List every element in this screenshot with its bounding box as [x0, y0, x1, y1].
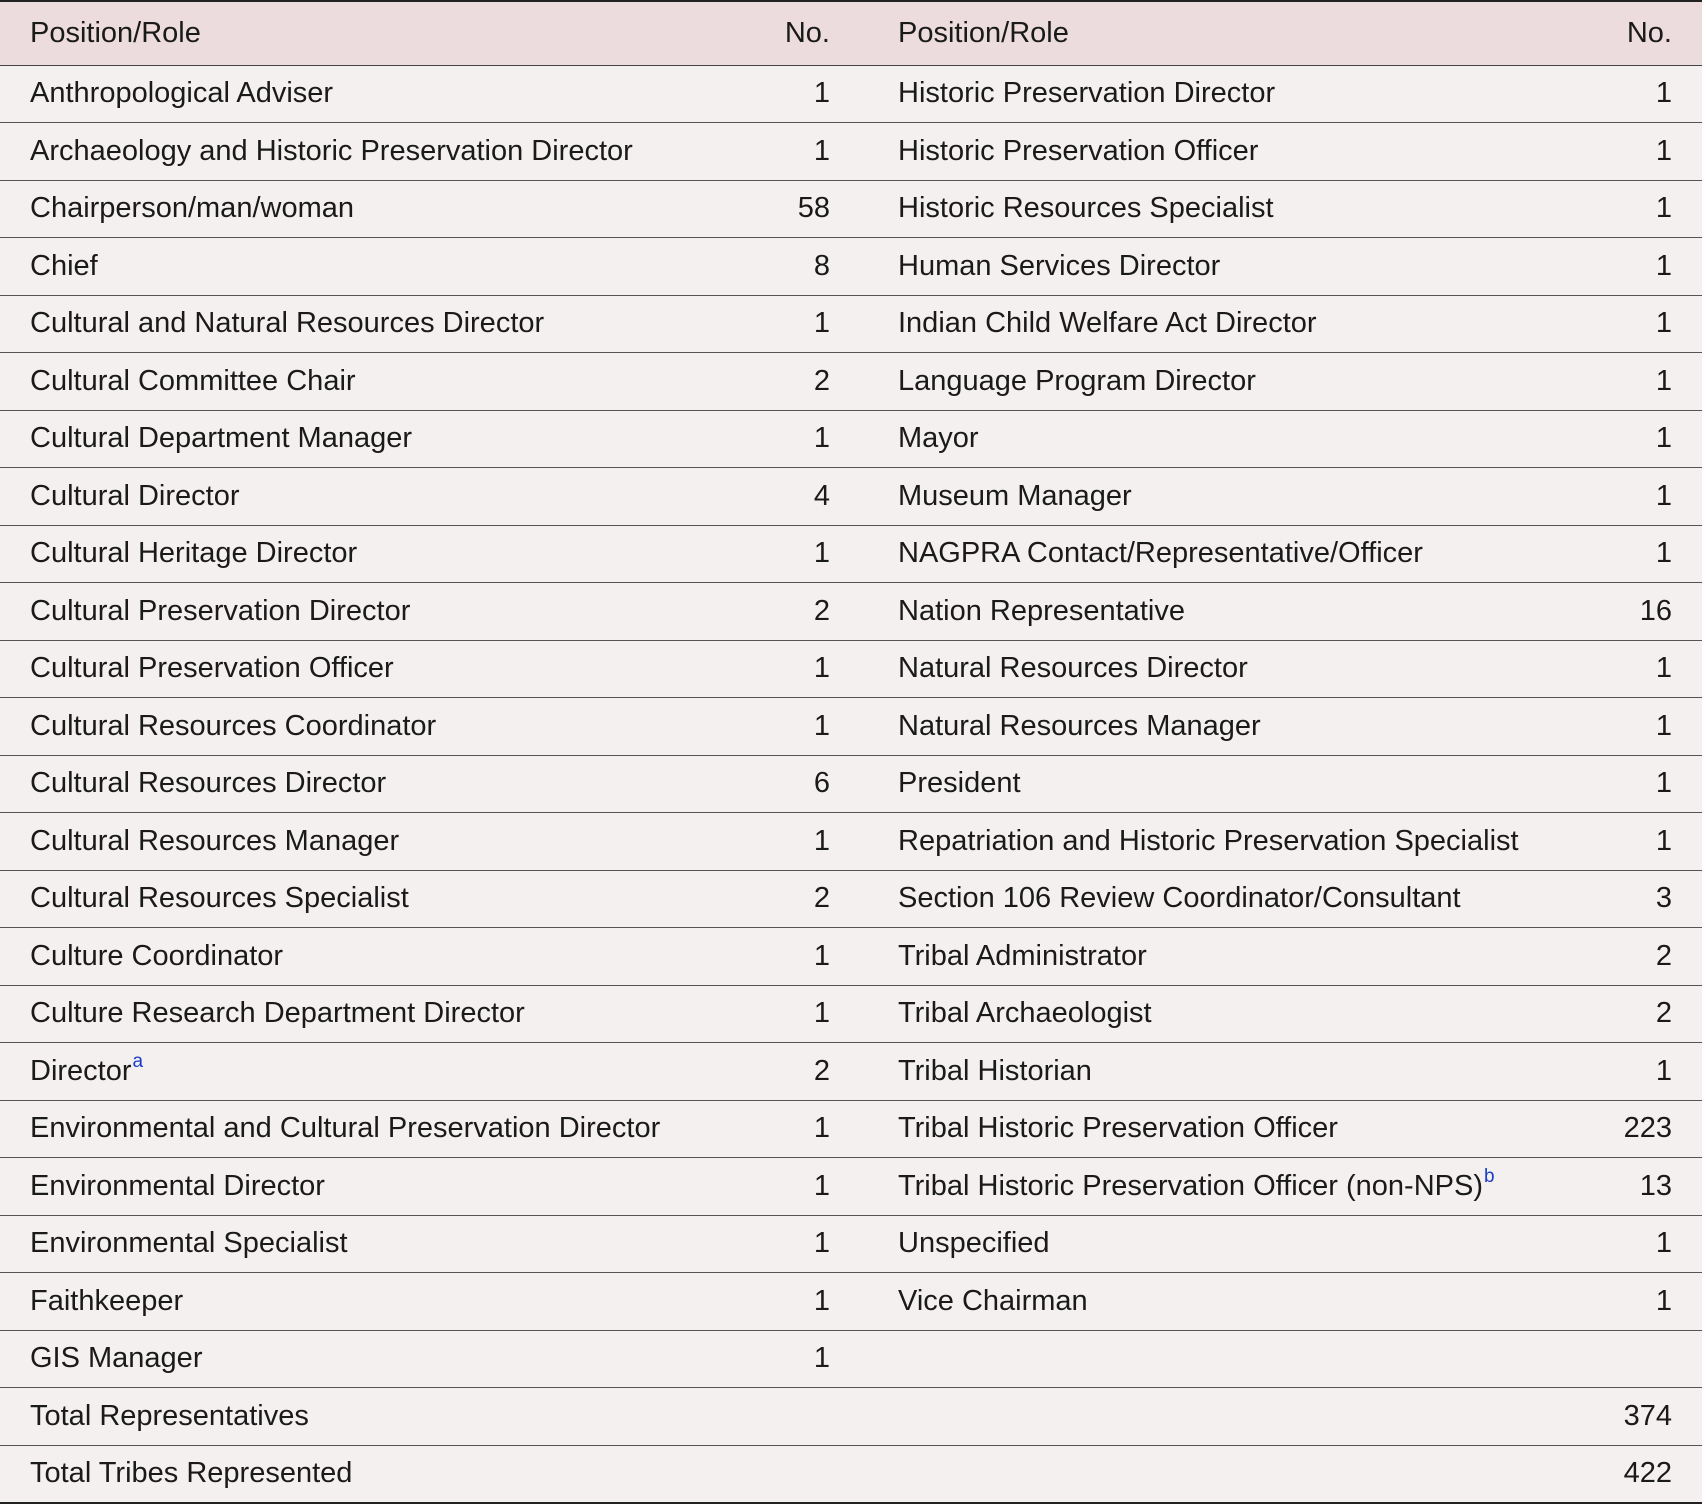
count-value-left: 1: [813, 1112, 830, 1145]
empty-cell: [720, 1388, 830, 1446]
table-row: [0, 583, 1702, 641]
role-cell-left: [0, 985, 720, 1043]
header-no-left: [720, 1, 830, 65]
role-label-right: Language Program Director: [898, 364, 1256, 397]
role-cell-left: [0, 1043, 720, 1101]
role-cell-left: [0, 813, 720, 871]
role-cell-right: [830, 870, 1570, 928]
count-cell-left: [720, 180, 830, 238]
role-label-right: Historic Preservation Officer: [898, 134, 1259, 167]
table-row: [0, 1043, 1702, 1101]
table-header: [0, 1, 1702, 65]
count-cell-right: 1: [1655, 824, 1672, 857]
table-row: [0, 353, 1702, 411]
role-label-right: Mayor: [898, 422, 979, 455]
role-cell-left: [0, 870, 720, 928]
role-label-right: Nation Representative: [898, 594, 1185, 627]
role-label-right: Vice Chairman: [898, 1284, 1088, 1317]
footnote-marker: b: [1484, 1165, 1495, 1187]
count-cell-right: 1: [1655, 709, 1672, 742]
role-label-right: Tribal Historic Preservation Officer (non-NPS): [898, 1169, 1483, 1202]
role-cell-left: [0, 755, 720, 813]
empty-cell: [830, 1388, 1570, 1446]
count-cell-right: [1570, 1330, 1702, 1388]
count-cell-right: 1: [1655, 364, 1672, 397]
count-value-left: 1: [813, 709, 830, 742]
count-value-left: 1: [813, 939, 830, 972]
table-body: [0, 65, 1702, 1503]
role-cell-right: [830, 640, 1570, 698]
role-cell-left: [0, 525, 720, 583]
table-row: [0, 1330, 1702, 1388]
empty-cell: [720, 1445, 830, 1503]
role-cell-right: [830, 755, 1570, 813]
count-value-left: 2: [813, 364, 830, 397]
role-label-right: NAGPRA Contact/Representative/Officer: [898, 537, 1423, 570]
table-row: [0, 813, 1702, 871]
table-row: [0, 410, 1702, 468]
header-no-right: No.: [1570, 1, 1702, 65]
count-cell-right: 2: [1655, 997, 1672, 1030]
role-label-right: Natural Resources Manager: [898, 709, 1261, 742]
header-row: [0, 1, 1702, 65]
empty-cell: [830, 1445, 1570, 1503]
count-cell-right: 1: [1655, 1227, 1672, 1260]
role-cell-left: [0, 123, 720, 181]
role-cell-right: [830, 1043, 1570, 1101]
count-value-left: 1: [813, 1284, 830, 1317]
count-value-left: 1: [813, 1169, 830, 1202]
count-cell-left: [720, 640, 830, 698]
count-cell-left: [720, 525, 830, 583]
count-value-left: 1: [813, 422, 830, 455]
count-value-left: 1: [813, 134, 830, 167]
role-label-left: Cultural Resources Specialist: [30, 882, 409, 915]
table-row: [0, 640, 1702, 698]
count-cell-left: [720, 468, 830, 526]
total-row: [0, 1388, 1702, 1446]
role-cell-right: [830, 985, 1570, 1043]
table-row: [0, 65, 1702, 123]
role-label-right: Natural Resources Director: [898, 652, 1248, 685]
count-value-left: 1: [813, 652, 830, 685]
role-cell-right: [830, 468, 1570, 526]
table-row: [0, 525, 1702, 583]
count-cell-right: 1: [1655, 77, 1672, 110]
role-cell-left: [0, 698, 720, 756]
count-cell-right: 1: [1655, 134, 1672, 167]
count-cell-right: 1: [1655, 307, 1672, 340]
count-cell-left: [720, 410, 830, 468]
count-cell-left: [720, 698, 830, 756]
table-row: [0, 123, 1702, 181]
role-cell-left: [0, 928, 720, 986]
count-cell-left: [720, 928, 830, 986]
table-row: [0, 295, 1702, 353]
role-label-left: GIS Manager: [30, 1342, 203, 1375]
role-cell-right: [830, 238, 1570, 296]
role-cell-left: [0, 583, 720, 641]
role-label-right: Museum Manager: [898, 479, 1132, 512]
role-label-right: Section 106 Review Coordinator/Consultant: [898, 882, 1461, 915]
header-no-left-label: No.: [784, 16, 830, 49]
total-label: Total Representatives: [30, 1399, 309, 1432]
role-label-left: Environmental Specialist: [30, 1227, 348, 1260]
role-label-left: Cultural Resources Director: [30, 767, 387, 800]
table-row: [0, 985, 1702, 1043]
role-label-left: Culture Coordinator: [30, 939, 284, 972]
role-cell-left: [0, 1215, 720, 1273]
role-label-right: Tribal Archaeologist: [898, 997, 1152, 1030]
role-cell-left: [0, 295, 720, 353]
table-row: [0, 928, 1702, 986]
role-label-right: Tribal Historic Preservation Officer: [898, 1112, 1338, 1145]
role-label-left: Cultural Heritage Director: [30, 537, 358, 570]
role-label-right: Historic Resources Specialist: [898, 192, 1274, 225]
role-cell-right: [830, 1330, 1570, 1388]
count-cell-right: 2: [1655, 939, 1672, 972]
count-cell-left: [720, 1273, 830, 1331]
total-row: [0, 1445, 1702, 1503]
count-value-left: 1: [813, 537, 830, 570]
count-value-left: 6: [813, 767, 830, 800]
role-cell-left: [0, 410, 720, 468]
table-row: [0, 180, 1702, 238]
role-cell-right: [830, 1273, 1570, 1331]
role-label-left: Archaeology and Historic Preservation Director: [30, 134, 633, 167]
role-cell-left: [0, 238, 720, 296]
role-label-left: Anthropological Adviser: [30, 77, 334, 110]
count-cell-right: 3: [1655, 882, 1672, 915]
header-role-left: Position/Role: [0, 1, 720, 65]
role-label-left: Cultural Preservation Officer: [30, 652, 394, 685]
count-cell-left: [720, 238, 830, 296]
count-value-left: 1: [813, 997, 830, 1030]
table-row: [0, 1215, 1702, 1273]
count-cell-right: 1: [1655, 652, 1672, 685]
count-cell-left: [720, 583, 830, 641]
role-cell-left: [0, 1330, 720, 1388]
role-label-left: Environmental Director: [30, 1169, 325, 1202]
count-cell-left: [720, 295, 830, 353]
count-cell-right: 223: [1623, 1112, 1672, 1145]
count-cell-left: [720, 1330, 830, 1388]
total-value: 422: [1623, 1457, 1672, 1489]
role-label-left: Cultural Preservation Director: [30, 594, 411, 627]
role-label-left: Environmental and Cultural Preservation Director: [30, 1112, 661, 1145]
table-row: [0, 238, 1702, 296]
count-value-left: 58: [797, 192, 830, 225]
role-label-left: Chairperson/man/woman: [30, 192, 354, 225]
role-label-left: Cultural Resources Coordinator: [30, 709, 437, 742]
table-row: [0, 755, 1702, 813]
role-cell-right: [830, 295, 1570, 353]
role-cell-right: [830, 1158, 1570, 1216]
count-cell-left: [720, 985, 830, 1043]
count-cell-right: 13: [1639, 1169, 1672, 1202]
count-cell-left: [720, 1158, 830, 1216]
role-cell-left: [0, 1158, 720, 1216]
role-cell-right: [830, 180, 1570, 238]
count-value-left: 2: [813, 882, 830, 915]
count-cell-right: 1: [1655, 1054, 1672, 1087]
count-value-left: 1: [813, 824, 830, 857]
role-cell-right: [830, 813, 1570, 871]
role-label-right: Indian Child Welfare Act Director: [898, 307, 1317, 340]
count-cell-left: [720, 870, 830, 928]
total-label: Total Tribes Represented: [30, 1457, 353, 1489]
count-cell-right: 1: [1655, 1284, 1672, 1317]
role-label-left: Chief: [30, 249, 98, 282]
role-cell-left: [0, 180, 720, 238]
count-cell-right: 16: [1639, 594, 1672, 627]
role-cell-left: [0, 353, 720, 411]
footnote-marker: a: [132, 1050, 144, 1072]
table-row: [0, 468, 1702, 526]
role-label-left: Director: [30, 1054, 132, 1087]
role-label-right: Unspecified: [898, 1227, 1050, 1260]
count-cell-left: [720, 755, 830, 813]
count-value-left: 4: [813, 479, 830, 512]
count-value-left: 2: [813, 1054, 830, 1087]
table-row: [0, 1100, 1702, 1158]
count-cell-left: [720, 1043, 830, 1101]
role-cell-left: [0, 1100, 720, 1158]
count-value-left: 1: [813, 1227, 830, 1260]
role-cell-left: [0, 640, 720, 698]
table-row: [0, 1273, 1702, 1331]
role-cell-right: [830, 583, 1570, 641]
table-row: [0, 698, 1702, 756]
role-cell-left: [0, 65, 720, 123]
count-value-left: 2: [813, 594, 830, 627]
count-cell-left: [720, 813, 830, 871]
count-cell-right: 1: [1655, 479, 1672, 512]
role-label-left: Cultural Resources Manager: [30, 824, 400, 857]
role-label-left: Faithkeeper: [30, 1284, 184, 1317]
role-label-left: Cultural Department Manager: [30, 422, 413, 455]
count-value-left: 1: [813, 307, 830, 340]
role-label-right: President: [898, 767, 1021, 800]
count-cell-left: [720, 123, 830, 181]
table-row: [0, 870, 1702, 928]
role-label-left: Culture Research Department Director: [30, 997, 525, 1030]
role-label-left: Cultural Director: [30, 479, 240, 512]
count-cell-left: [720, 353, 830, 411]
count-cell-right: 1: [1655, 192, 1672, 225]
role-label-left: Cultural Committee Chair: [30, 364, 356, 397]
role-cell-right: [830, 123, 1570, 181]
role-cell-right: [830, 525, 1570, 583]
role-cell-right: [830, 410, 1570, 468]
role-cell-left: [0, 1273, 720, 1331]
role-label-right: Historic Preservation Director: [898, 77, 1276, 110]
role-cell-right: [830, 353, 1570, 411]
count-cell-left: [720, 1215, 830, 1273]
role-cell-right: [830, 1215, 1570, 1273]
role-cell-right: [830, 928, 1570, 986]
count-cell-right: 1: [1655, 422, 1672, 455]
role-label-right: Repatriation and Historic Preservation Specialist: [898, 824, 1519, 857]
total-value: 374: [1623, 1399, 1672, 1432]
role-cell-left: [0, 468, 720, 526]
count-cell-right: 1: [1655, 767, 1672, 800]
count-cell-right: 1: [1655, 537, 1672, 570]
count-value-left: 1: [813, 1342, 830, 1375]
role-label-right: Tribal Administrator: [898, 939, 1147, 972]
role-label-right: Tribal Historian: [898, 1054, 1092, 1087]
role-cell-right: [830, 65, 1570, 123]
role-cell-right: [830, 698, 1570, 756]
count-cell-right: 1: [1655, 249, 1672, 282]
role-label-left: Cultural and Natural Resources Director: [30, 307, 545, 340]
count-value-left: 8: [813, 249, 830, 282]
count-value-left: 1: [813, 77, 830, 110]
count-cell-left: [720, 1100, 830, 1158]
role-cell-right: [830, 1100, 1570, 1158]
table-row: [0, 1158, 1702, 1216]
role-label-right: Human Services Director: [898, 249, 1221, 282]
header-role-right: Position/Role: [830, 1, 1570, 65]
count-cell-left: [720, 65, 830, 123]
